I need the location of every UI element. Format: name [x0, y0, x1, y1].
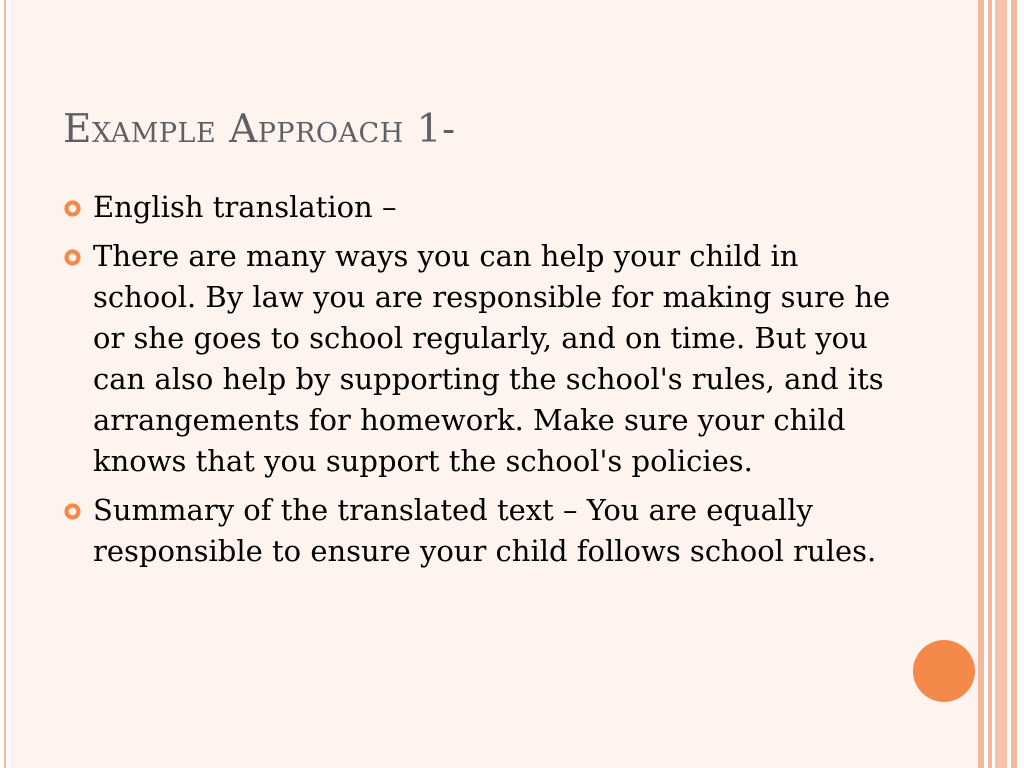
right-stripe — [978, 0, 984, 768]
orange-ring-bullet-icon — [64, 503, 81, 520]
right-stripe — [1011, 0, 1017, 768]
bullet-text: Summary of the translated text – You are equally responsible to ensure your child follows school rules. — [93, 493, 877, 568]
orange-ring-bullet-icon — [64, 249, 81, 266]
list-item — [62, 236, 902, 482]
orange-ring-bullet-icon — [64, 200, 81, 217]
orange-circle-decoration — [913, 640, 975, 702]
bullet-list — [62, 187, 902, 580]
right-stripe — [995, 0, 1007, 768]
left-border — [0, 0, 10, 768]
list-item — [62, 187, 902, 228]
bullet-text: There are many ways you can help your child in school. By law you are responsible for making sure he or she goes to school regularly, and on time. But you can also help by supporting the school's rules, and its arrangements for homework. Make sure your child knows that you support the school's policies. — [93, 239, 891, 478]
right-stripe — [988, 0, 992, 768]
right-stripe-border — [978, 0, 1024, 768]
list-item — [62, 490, 902, 572]
bullet-text: English translation – — [93, 190, 397, 224]
slide-title: Example Approach 1- — [63, 107, 456, 152]
left-border-line — [4, 0, 6, 768]
